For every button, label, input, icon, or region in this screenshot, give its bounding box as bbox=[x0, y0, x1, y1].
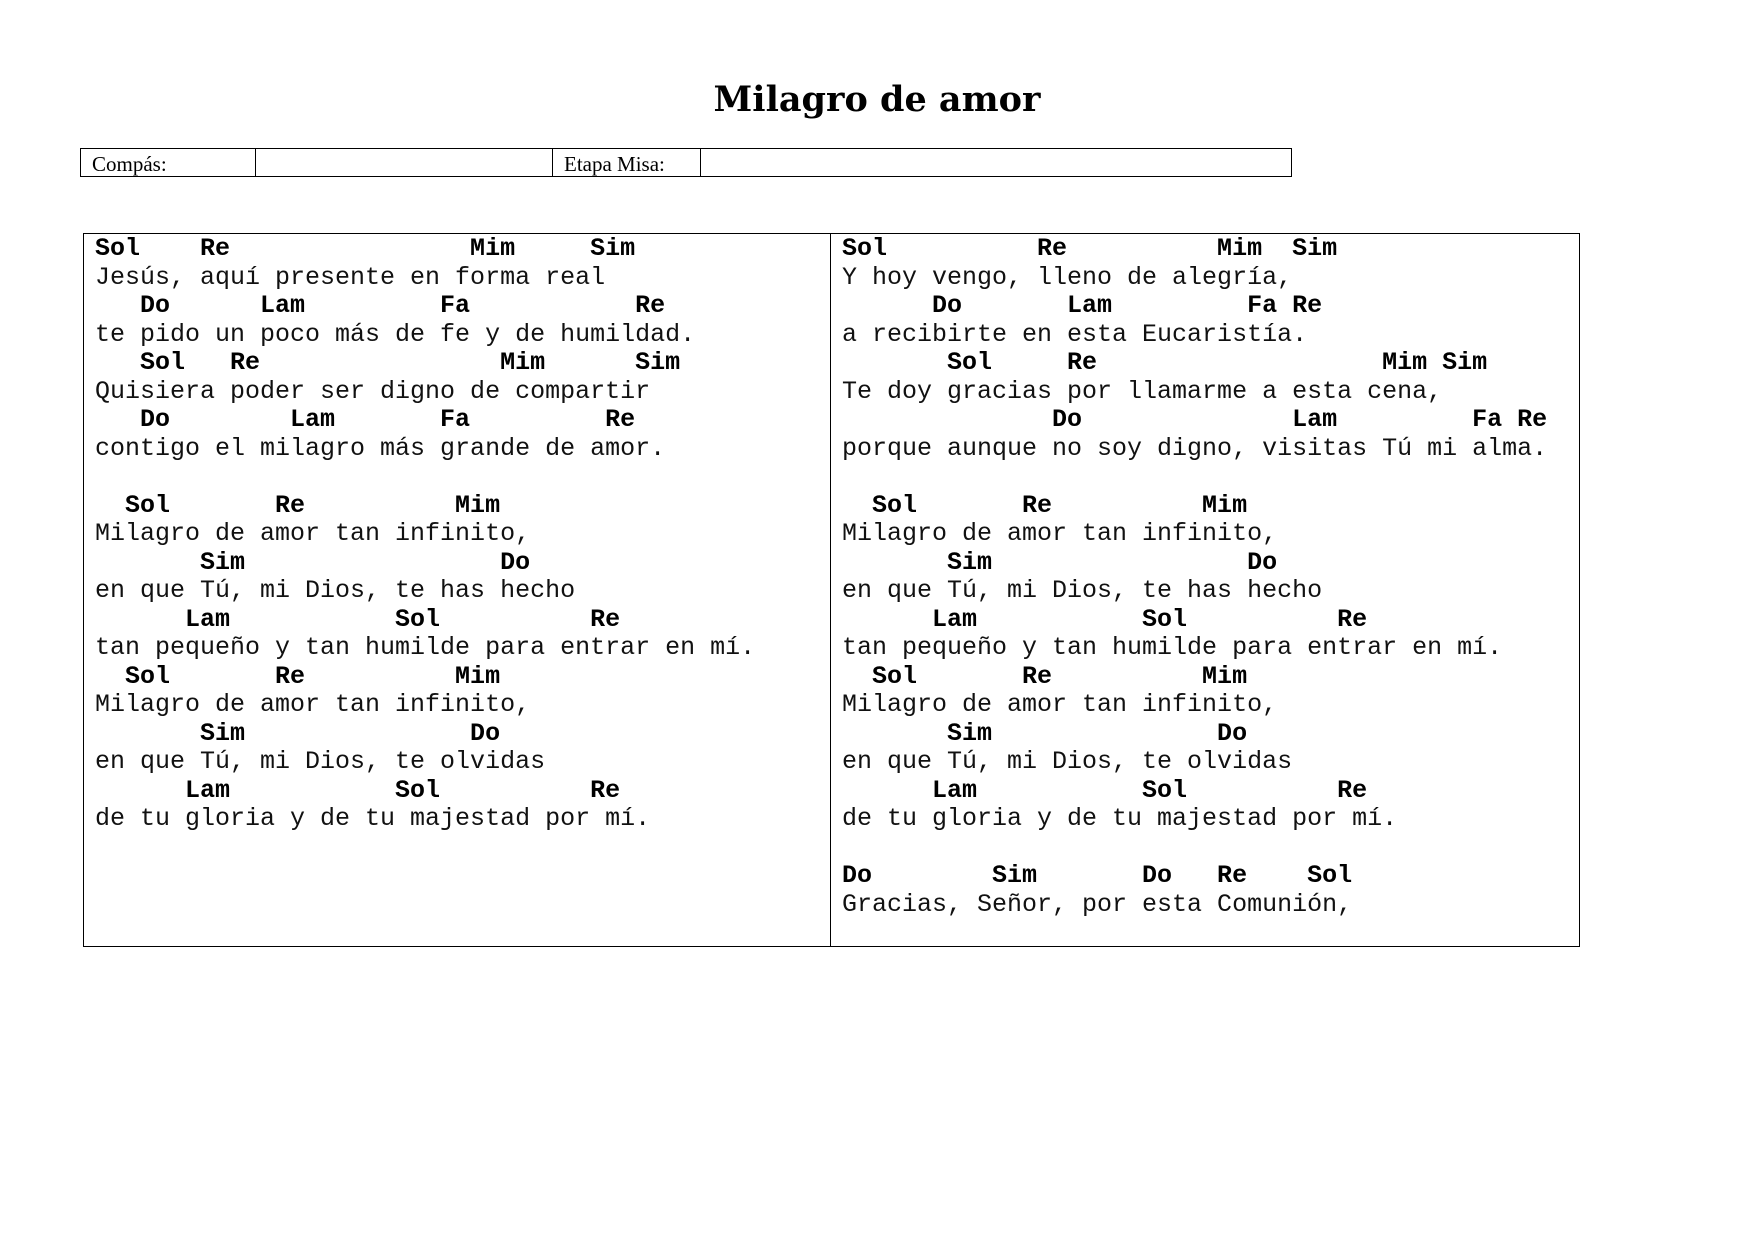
chord-line: Sol Re Mim bbox=[95, 490, 501, 520]
lyric-line: Milagro de amor tan infinito, bbox=[842, 690, 1278, 719]
lyric-line: Jesús, aquí presente en forma real bbox=[95, 262, 606, 292]
chord-line: Sim Do bbox=[95, 547, 531, 577]
chord-line: Sol Re Mim bbox=[95, 661, 501, 691]
chord-line: Sim Do bbox=[842, 547, 1278, 577]
lyric-line: contigo el milagro más grande de amor. bbox=[95, 433, 666, 463]
chord-line: Do Sim Do Re Sol bbox=[842, 861, 1353, 890]
compas-value bbox=[256, 149, 553, 176]
chord-line: Sol Re Mim Sim bbox=[842, 234, 1338, 263]
song-table bbox=[83, 233, 1580, 947]
chord-line: Sol Re Mim bbox=[842, 661, 1248, 691]
lyric-line: Milagro de amor tan infinito, bbox=[95, 690, 531, 719]
chord-line: Lam Sol Re bbox=[842, 775, 1368, 805]
right-column bbox=[831, 234, 1579, 946]
lyric-line: en que Tú, mi Dios, te has hecho bbox=[842, 576, 1323, 605]
lyric-line: en que Tú, mi Dios, te has hecho bbox=[95, 576, 576, 605]
lyric-line: Te doy gracias por llamarme a esta cena, bbox=[842, 376, 1443, 406]
chord-line: Lam Sol Re bbox=[95, 775, 621, 805]
chord-line: Lam Sol Re bbox=[95, 604, 621, 634]
chord-line: Sim Do bbox=[95, 718, 501, 748]
chord-line: Sol Re Mim Sim bbox=[95, 234, 636, 263]
etapa-misa-value bbox=[701, 149, 1291, 176]
chord-line: Do Lam Fa Re bbox=[95, 291, 666, 320]
left-column bbox=[84, 234, 831, 946]
chord-line: Lam Sol Re bbox=[842, 604, 1368, 634]
lyric-line: tan pequeño y tan humilde para entrar en mí. bbox=[95, 633, 756, 662]
chord-line: Do Lam Fa Re bbox=[842, 405, 1548, 434]
meta-table bbox=[80, 148, 1292, 177]
lyric-line: a recibirte en esta Eucaristía. bbox=[842, 319, 1308, 349]
blank-line bbox=[842, 834, 1579, 863]
left-lines bbox=[95, 234, 830, 834]
lyric-line: Y hoy vengo, lleno de alegría, bbox=[842, 262, 1293, 292]
lyric-line: en que Tú, mi Dios, te olvidas bbox=[95, 747, 546, 776]
page-title: Milagro de amor bbox=[713, 79, 1041, 120]
chord-line: Sol Re Mim Sim bbox=[95, 348, 681, 377]
chord-line: Sol Re Mim Sim bbox=[842, 348, 1488, 377]
etapa-misa-label: Etapa Misa: bbox=[553, 149, 701, 176]
lyric-line: en que Tú, mi Dios, te olvidas bbox=[842, 747, 1293, 776]
chord-line: Sol Re Mim bbox=[842, 490, 1248, 520]
lyric-line: de tu gloria y de tu majestad por mí. bbox=[842, 804, 1398, 833]
lyric-line: Gracias, Señor, por esta Comunión, bbox=[842, 889, 1353, 919]
lyric-line: te pido un poco más de fe y de humildad. bbox=[95, 319, 696, 349]
lyric-line: porque aunque no soy digno, visitas Tú mi alma. bbox=[842, 433, 1548, 463]
lyric-line: de tu gloria y de tu majestad por mí. bbox=[95, 804, 651, 833]
chord-line: Sim Do bbox=[842, 718, 1248, 748]
lyric-line: tan pequeño y tan humilde para entrar en mí. bbox=[842, 633, 1503, 662]
compas-label: Compás: bbox=[81, 149, 256, 176]
lyric-line: Milagro de amor tan infinito, bbox=[842, 519, 1278, 548]
chord-line: Do Lam Fa Re bbox=[842, 291, 1323, 320]
chord-line: Do Lam Fa Re bbox=[95, 405, 636, 434]
blank-line bbox=[842, 463, 1579, 492]
lyric-line: Milagro de amor tan infinito, bbox=[95, 519, 531, 548]
blank-line bbox=[95, 463, 830, 492]
right-lines bbox=[842, 234, 1579, 919]
lyric-line: Quisiera poder ser digno de compartir bbox=[95, 376, 651, 406]
